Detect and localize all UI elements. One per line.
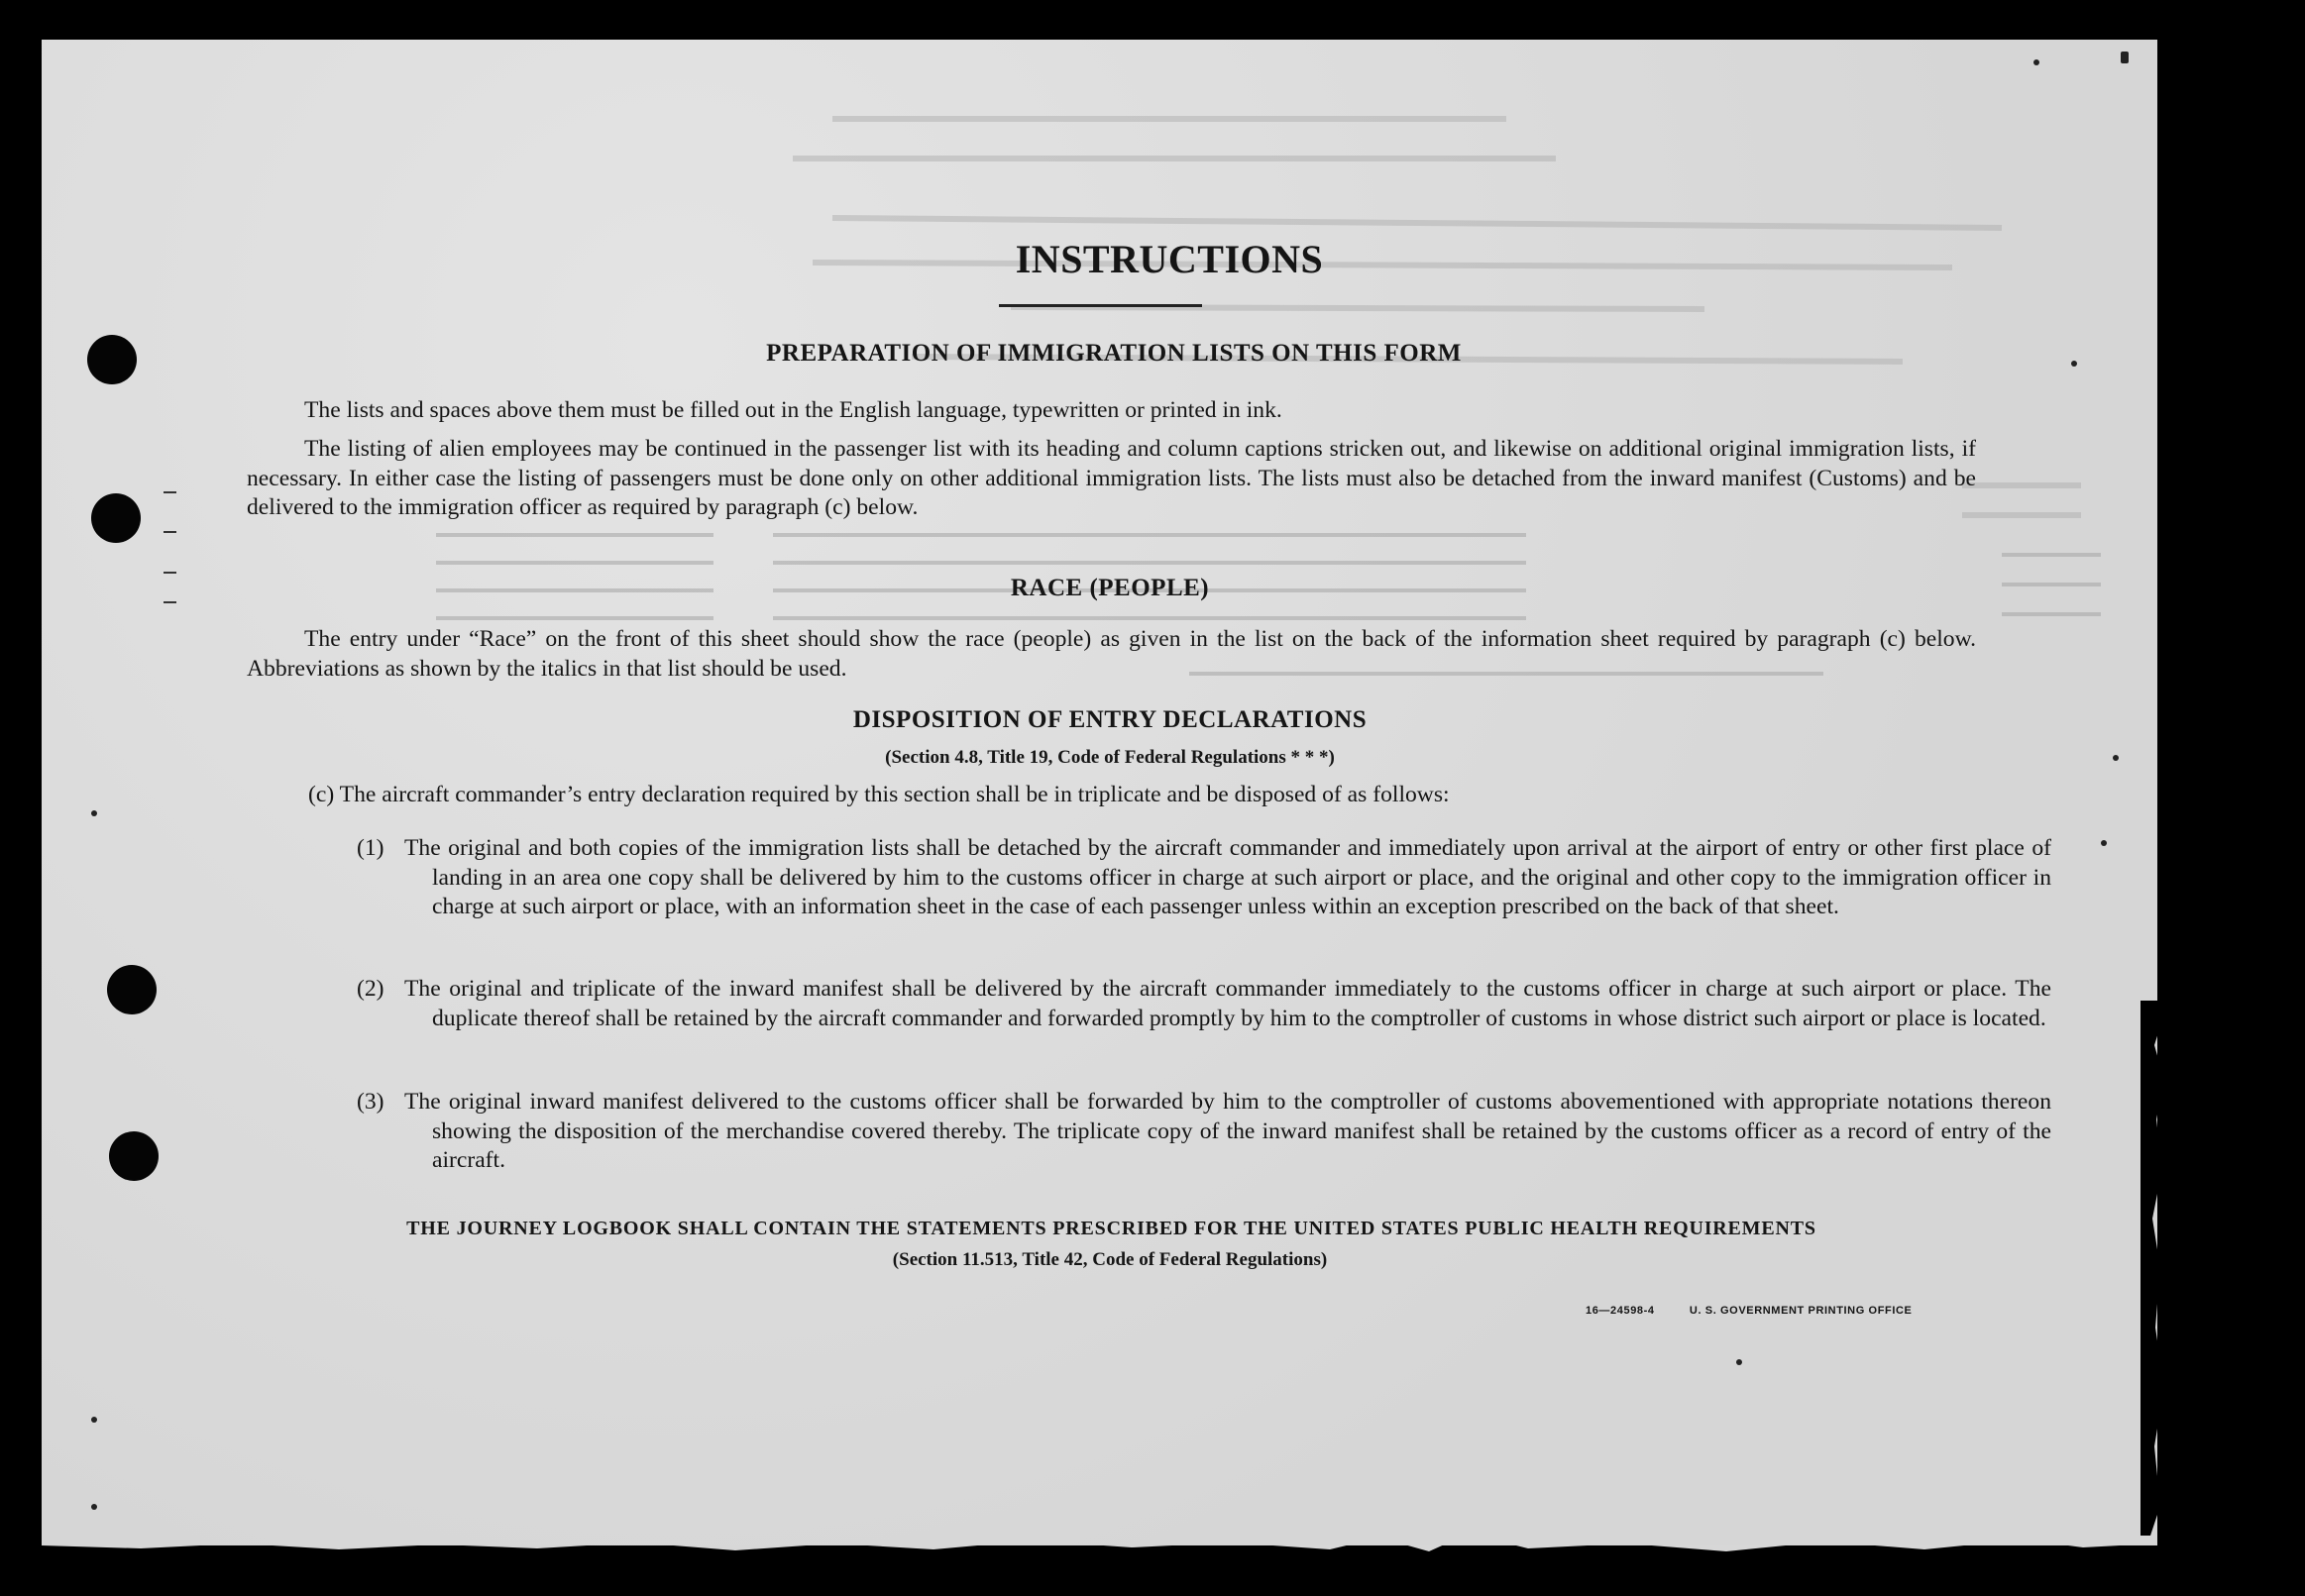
printer-name: U. S. GOVERNMENT PRINTING OFFICE (1689, 1305, 1913, 1317)
speck (2113, 755, 2119, 761)
binder-hole-4 (109, 1131, 159, 1181)
speck (91, 1504, 97, 1510)
torn-right-edge (2140, 1001, 2170, 1536)
speck (2121, 52, 2129, 63)
binder-hole-2 (91, 493, 141, 543)
margin-dashes (159, 485, 188, 614)
title-underline (999, 304, 1202, 307)
item-text: The original and both copies of the immigration lists shall be detached by the aircraft commander and immediately upon arrival at the airport of entry or other first place of landing in an area one copy shall be delivered by him to the customs officer in charge at such airport or place, and the original and other copy to the immigration officer in charge at such airport or place, with an information sheet in the case of each passenger unless within an exception prescribed on the back of that sheet. (404, 835, 2051, 919)
paragraph-race: The entry under “Race” on the front of this sheet should show the race (people) as given in the list on the back of the information sheet required by paragraph (c) below. Abbreviations as shown by the italics in that list should be used. (247, 626, 1976, 682)
section-heading-race: RACE (PEOPLE) (1010, 575, 1210, 601)
speck (2071, 361, 2077, 367)
speck (91, 1417, 97, 1423)
section-heading-preparation: PREPARATION OF IMMIGRATION LISTS ON THIS FORM (766, 340, 1462, 367)
page-title: INSTRUCTIONS (1015, 237, 1324, 281)
item-number: (1) (357, 835, 384, 861)
section-citation: (Section 4.8, Title 19, Code of Federal Regulations * * *) (885, 747, 1335, 768)
list-item-1 (357, 834, 2051, 922)
public-health-citation: (Section 11.513, Title 42, Code of Federal Regulations) (892, 1249, 1328, 1270)
public-health-statement: THE JOURNEY LOGBOOK SHALL CONTAIN THE STATEMENTS PRESCRIBED FOR THE UNITED STATES PUBLIC HEALTH REQUIREMENTS (406, 1218, 1816, 1239)
binder-hole-1 (87, 335, 137, 384)
item-number: (3) (357, 1089, 384, 1115)
paragraph-intro-c: (c) The aircraft commander’s entry declaration required by this section shall be in triplicate and be disposed of as follows: (308, 782, 1450, 807)
section-heading-disposition: DISPOSITION OF ENTRY DECLARATIONS (852, 706, 1368, 733)
printing-office-line (1586, 1305, 1912, 1317)
speck (91, 810, 97, 816)
speck (2101, 840, 2107, 846)
binder-hole-3 (107, 965, 157, 1014)
paragraph-language: The lists and spaces above them must be filled out in the English language, typewritten or printed in ink. (304, 397, 1282, 423)
item-text: The original and triplicate of the inward manifest shall be delivered by the aircraft commander immediately to the customs officer in charge at such airport or place. The duplicate thereof shall be retained by the aircraft commander and forwarded promptly by him to the comptroller of customs in whose district such airport or place is located. (404, 976, 2051, 1031)
item-text: The original inward manifest delivered to the customs officer shall be forwarded by him to the comptroller of customs abovementioned with appropriate notations thereon showing the disposition of the merchandise covered thereby. The triplicate copy of the inward manifest shall be retained by the customs officer as a record of entry of the aircraft. (404, 1089, 2051, 1173)
paragraph-listing: The listing of alien employees may be continued in the passenger list with its heading and column captions stricken out, and likewise on additional original immigration lists, if necessary. In either case the listing of passengers must be done only on other additional immigration lists. The lists must also be detached from the inward manifest (Customs) and be delivered to the immigration officer as required by paragraph (c) below. (247, 436, 1976, 520)
speck (2033, 59, 2039, 65)
item-number: (2) (357, 976, 384, 1002)
print-code: 16—24598-4 (1586, 1305, 1655, 1317)
list-item-3 (357, 1088, 2051, 1176)
speck (1736, 1359, 1742, 1365)
list-item-2 (357, 975, 2051, 1033)
